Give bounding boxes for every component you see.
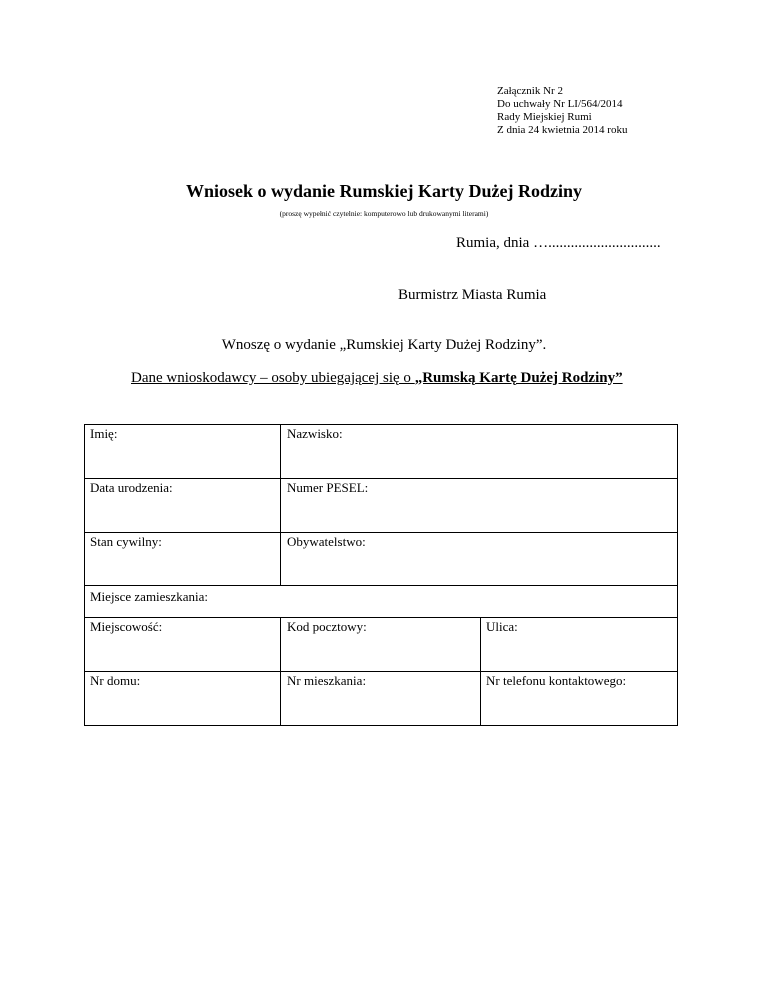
annex-council: Rady Miejskiej Rumi	[497, 111, 592, 123]
residence-section-label: Miejsce zamieszkania:	[90, 589, 209, 604]
table-border-top	[84, 424, 678, 425]
locality-field[interactable]: Miejscowość:	[90, 619, 163, 634]
phone-field[interactable]: Nr telefonu kontaktowego:	[486, 673, 627, 688]
table-row-divider	[84, 478, 678, 479]
applicant-form-table	[84, 424, 678, 726]
applicant-heading-card-name: „Rumską Kartę Dużej Rodziny”	[414, 370, 623, 386]
annex-note	[497, 85, 627, 137]
table-row-divider	[84, 532, 678, 533]
street-field[interactable]: Ulica:	[486, 619, 518, 634]
applicant-heading-text: Dane wnioskodawcy – osoby ubiegającej się o	[131, 370, 415, 386]
apartment-number-field[interactable]: Nr mieszkania:	[287, 673, 367, 688]
marital-status-field[interactable]: Stan cywilny:	[90, 534, 162, 549]
postal-code-field[interactable]: Kod pocztowy:	[287, 619, 367, 634]
table-column-divider	[280, 424, 281, 586]
addressee: Burmistrz Miasta Rumia	[398, 287, 547, 303]
table-column-divider	[480, 617, 481, 726]
table-column-divider	[280, 617, 281, 726]
house-number-field[interactable]: Nr domu:	[90, 673, 141, 688]
request-statement: Wnoszę o wydanie „Rumskiej Karty Dużej Rodziny”.	[221, 337, 547, 353]
last-name-field[interactable]: Nazwisko:	[287, 426, 343, 441]
pesel-field[interactable]: Numer PESEL:	[287, 480, 369, 495]
applicant-section-heading	[131, 369, 623, 387]
table-border-right	[677, 424, 678, 726]
annex-number: Załącznik Nr 2	[497, 85, 563, 97]
table-row-divider	[84, 671, 678, 672]
place-date-line: Rumia, dnia …..............................	[456, 235, 661, 251]
citizenship-field[interactable]: Obywatelstwo:	[287, 534, 366, 549]
annex-resolution: Do uchwały Nr LI/564/2014	[497, 98, 623, 110]
table-border-left	[84, 424, 85, 726]
table-row-divider	[84, 585, 678, 586]
document-title: Wniosek o wydanie Rumskiej Karty Dużej Rodziny	[185, 181, 582, 201]
table-border-bottom	[84, 725, 678, 726]
document-subtitle: (proszę wypełnić czytelnie: komputerowo lub drukowanymi literami)	[279, 209, 489, 218]
annex-date: Z dnia 24 kwietnia 2014 roku	[497, 124, 628, 136]
first-name-field[interactable]: Imię:	[90, 426, 118, 441]
birth-date-field[interactable]: Data urodzenia:	[90, 480, 173, 495]
table-row-divider	[84, 617, 678, 618]
